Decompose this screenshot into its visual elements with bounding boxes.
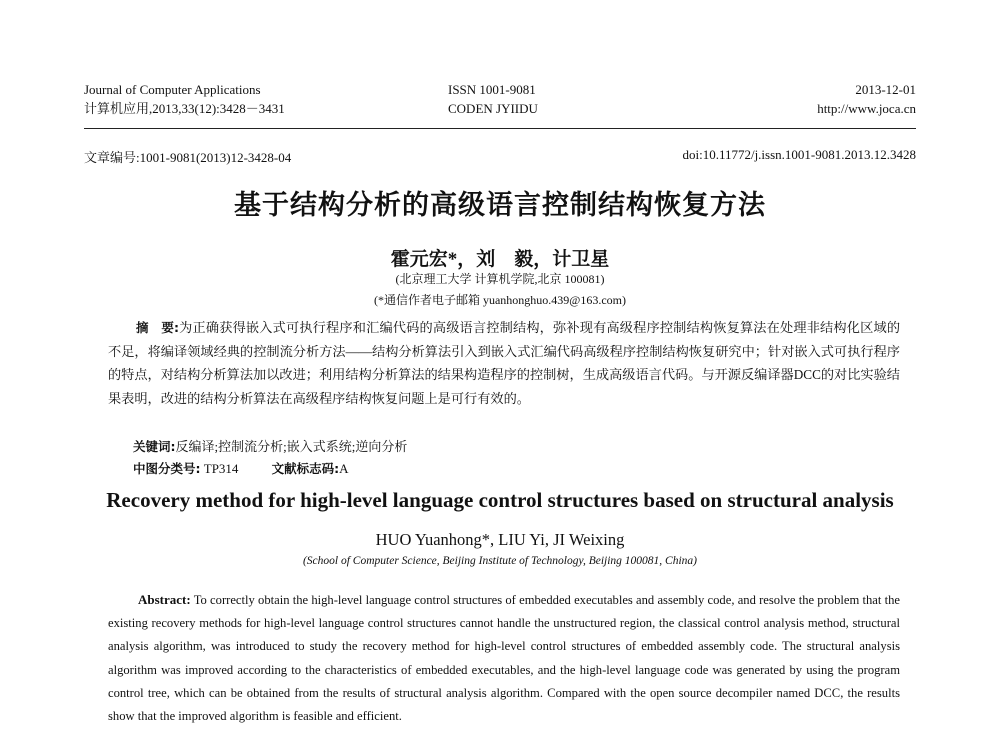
corresponding-email-cn: (*通信作者电子邮箱 yuanhonghuo.439@163.com)	[373, 293, 627, 307]
doc-code-value: A	[339, 461, 349, 476]
journal-url[interactable]: http://www.joca.cn	[817, 101, 916, 116]
journal-name-en: Journal of Computer Applications	[84, 82, 261, 97]
paper-title-cn: 基于结构分析的高级语言控制结构恢复方法	[234, 190, 766, 221]
header-rule	[84, 128, 916, 129]
keywords-cn-text: 反编译;控制流分析;嵌入式系统;逆向分析	[175, 439, 408, 454]
abstract-cn	[108, 316, 900, 410]
issn: ISSN 1001-9081	[448, 82, 536, 97]
clc-value: TP314	[203, 461, 239, 476]
authors-en: HUO Yuanhong*, LIU Yi, JI Weixing	[375, 530, 625, 549]
clc-label: 中图分类号:	[133, 461, 201, 476]
authors-cn: 霍元宏*，刘 毅，计卫星	[390, 249, 610, 270]
doi[interactable]: doi:10.11772/j.issn.1001-9081.2013.12.3428	[682, 147, 916, 162]
abstract-en	[108, 588, 900, 728]
journal-citation-cn: 计算机应用,2013,33(12):3428－3431	[84, 101, 285, 116]
paper-title-en: Recovery method for high-level language control structures based on structural analysis	[106, 488, 894, 512]
article-number: 文章编号:1001-9081(2013)12-3428-04	[84, 150, 292, 165]
abstract-cn-text: 为正确获得嵌入式可执行程序和汇编代码的高级语言控制结构，弥补现有高级程序控制结构恢复算法在处理非结构化区域的不足，将编译领域经典的控制流分析方法——结构分析算法引入到嵌入式汇编代码高级程序控制结构恢复研究中；针对嵌入式可执行程序的特点，对结构分析算法加以改进；利用结构分析算法的结果构造程序的控制树，生成高级语言代码。与开源反编译器DCC的对比实验结果表明，改进的结构分析算法在高级程序结构恢复问题上是可行有效的。	[108, 320, 901, 406]
keywords-cn-label: 关键词:	[133, 439, 176, 454]
publication-date: 2013-12-01	[855, 82, 916, 97]
affiliation-cn: (北京理工大学 计算机学院,北京 100081)	[395, 272, 605, 286]
abstract-en-text: To correctly obtain the high-level language control structures of embedded executables and assembly code, and resolve the problem that the existing recovery methods for high-level language control structures cannot handle the unstructured region, the classical control analysis method, structural analysis algorithm, was introduced to study the recovery method for high-level control structures of embedded assembly code. The structural analysis algorithm was improved according to the characteristics of embedded executables, and the high-level language code was generated by using the program control tree, which can be obtained from the results of structural analysis algorithm. Compared with the open source decompiler named DCC, the results show that the improved algorithm is feasible and efficient.	[108, 593, 900, 724]
affiliation-en: (School of Computer Science, Beijing Institute of Technology, Beijing 100081, China)	[302, 555, 698, 567]
coden: CODEN JYIIDU	[448, 101, 538, 116]
abstract-en-label: Abstract:	[138, 592, 191, 607]
keywords-cn	[133, 436, 407, 455]
abstract-cn-label: 摘 要:	[136, 320, 179, 335]
classification-line	[133, 459, 349, 477]
doc-code-label: 文献标志码:	[271, 461, 340, 476]
